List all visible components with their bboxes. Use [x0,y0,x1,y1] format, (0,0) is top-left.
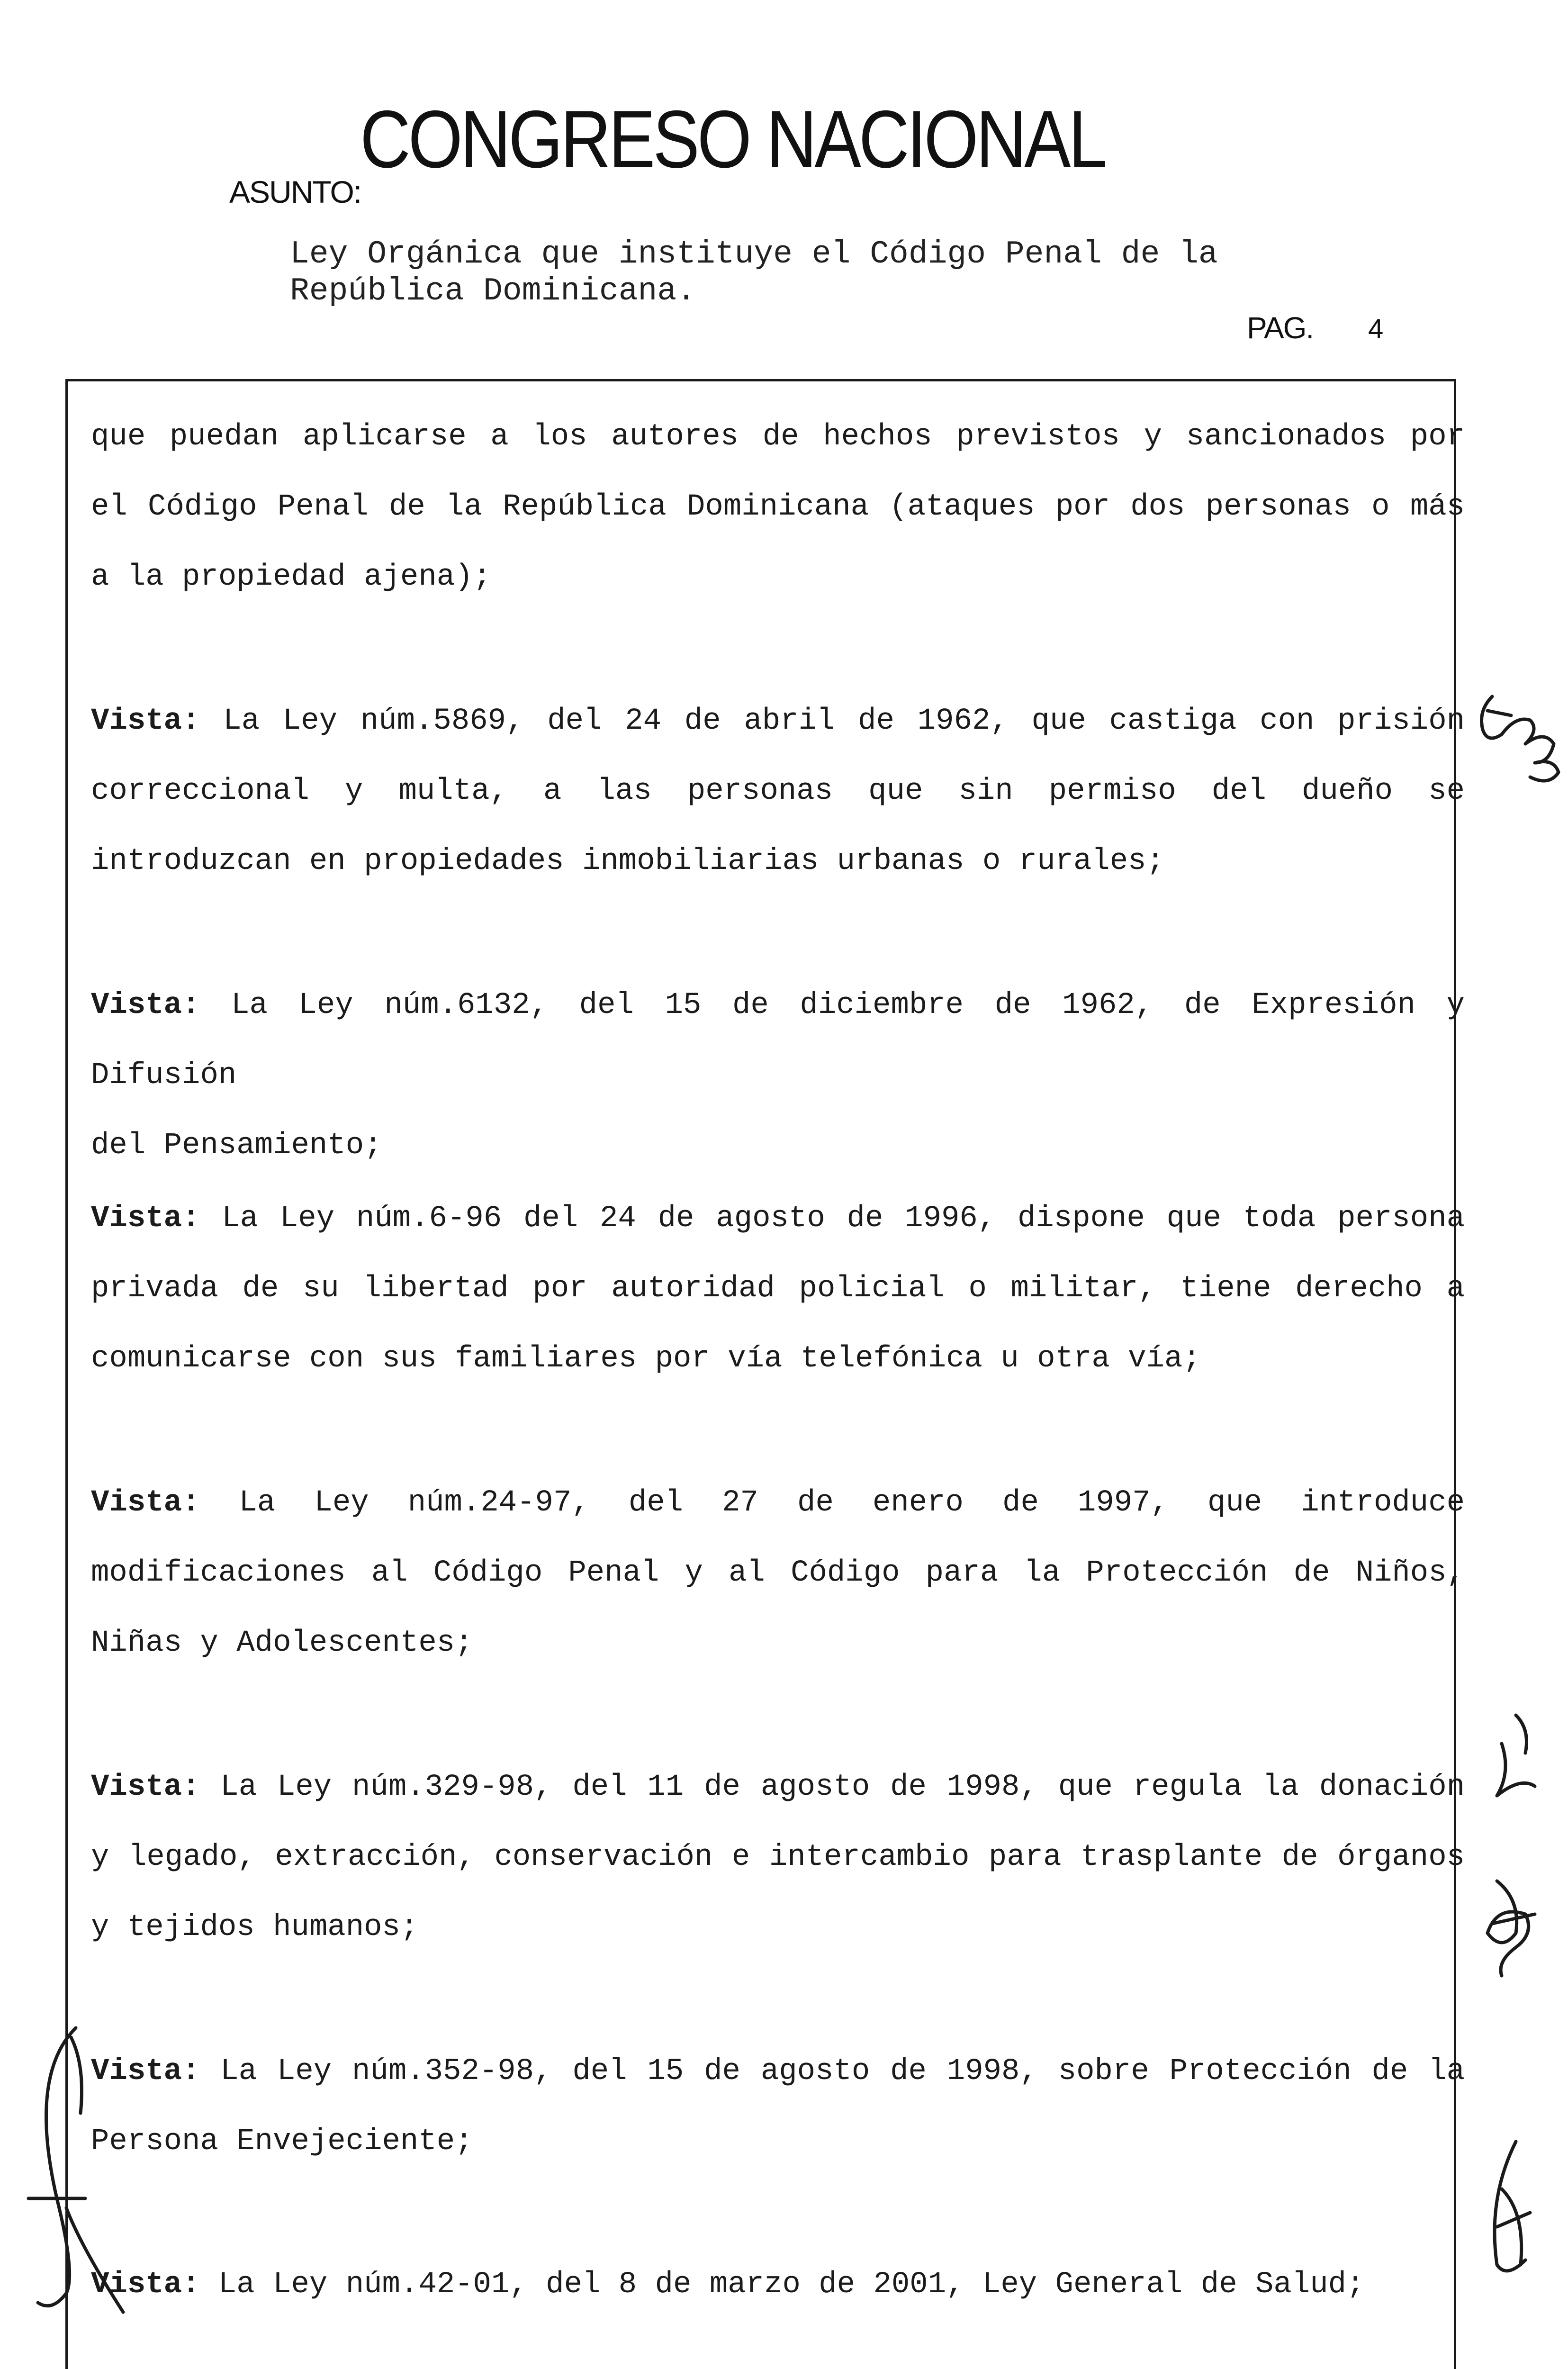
text-run: La Ley núm.42-01, del 8 de marzo de 2001, Ley General de Salud; [200,2268,1365,2302]
vista-label: Vista: [91,988,200,1022]
initials-mark-bottom [1495,2142,1530,2271]
vista-label: Vista: [91,1770,200,1804]
text-run: La Ley núm.6132, del 15 de diciembre de 1962, de Expresión y Difusión [91,988,1465,1093]
text-run: La Ley núm.6-96 del 24 de agosto de 1996, dispone que toda persona [200,1202,1465,1236]
text-run: La Ley núm.352-98, del 15 de agosto de 1998, sobre Protección de la [200,2054,1465,2089]
text-run: La Ley núm.329-98, del 11 de agosto de 1998, que regula la donación [200,1770,1465,1804]
text-run: La Ley núm.5869, del 24 de abril de 1962, que castiga con prisión [200,704,1465,738]
vista-label: Vista: [91,2054,200,2089]
text-line: introduzcan en propiedades inmobiliarias urbanas o rurales; [91,844,1164,878]
text-line: el Código Penal de la República Dominicana (ataques por dos personas o más [91,490,1465,524]
text-line: privada de su libertad por autoridad policial o militar, tiene derecho a [91,1272,1465,1306]
vista-label: Vista: [91,1486,200,1520]
text-line: modificaciones al Código Penal y al Código para la Protección de Niños, [91,1556,1465,1590]
subject-line-1: Ley Orgánica que instituye el Código Penal de la [290,236,1218,272]
asunto-label: ASUNTO: [229,174,361,209]
initials-mark-middle-2 [1487,1881,1535,1976]
text-line: y legado, extracción, conservación e intercambio para trasplante de órganos [91,1840,1465,1874]
text-line: Niñas y Adolescentes; [91,1626,473,1660]
vista-label: Vista: [91,1202,200,1236]
text-line: a la propiedad ajena); [91,560,491,594]
text-line: y tejidos humanos; [91,1910,419,1944]
initials-mark-top [1482,696,1559,781]
text-run: La Ley núm.24-97, del 27 de enero de 1997, que introduce [200,1486,1465,1520]
text-line: correccional y multa, a las personas que sin permiso del dueño se [91,774,1465,808]
vista-label: Vista: [91,2268,200,2302]
text-line: Persona Envejeciente; [91,2125,473,2159]
signature-left-margin [28,2028,123,2312]
text-line: que puedan aplicarse a los autores de hechos previstos y sancionados por [91,420,1465,454]
initials-mark-middle-1 [1497,1715,1535,1796]
subject-line-2: República Dominicana. [290,273,696,309]
vista-label: Vista: [91,704,200,738]
page-number: 4 [1368,314,1384,344]
page-label: PAG. [1247,311,1314,345]
text-line: del Pensamiento; [91,1129,382,1163]
document-title: CONGRESO NACIONAL [360,94,1105,185]
text-line: comunicarse con sus familiares por vía telefónica u otra vía; [91,1342,1201,1376]
